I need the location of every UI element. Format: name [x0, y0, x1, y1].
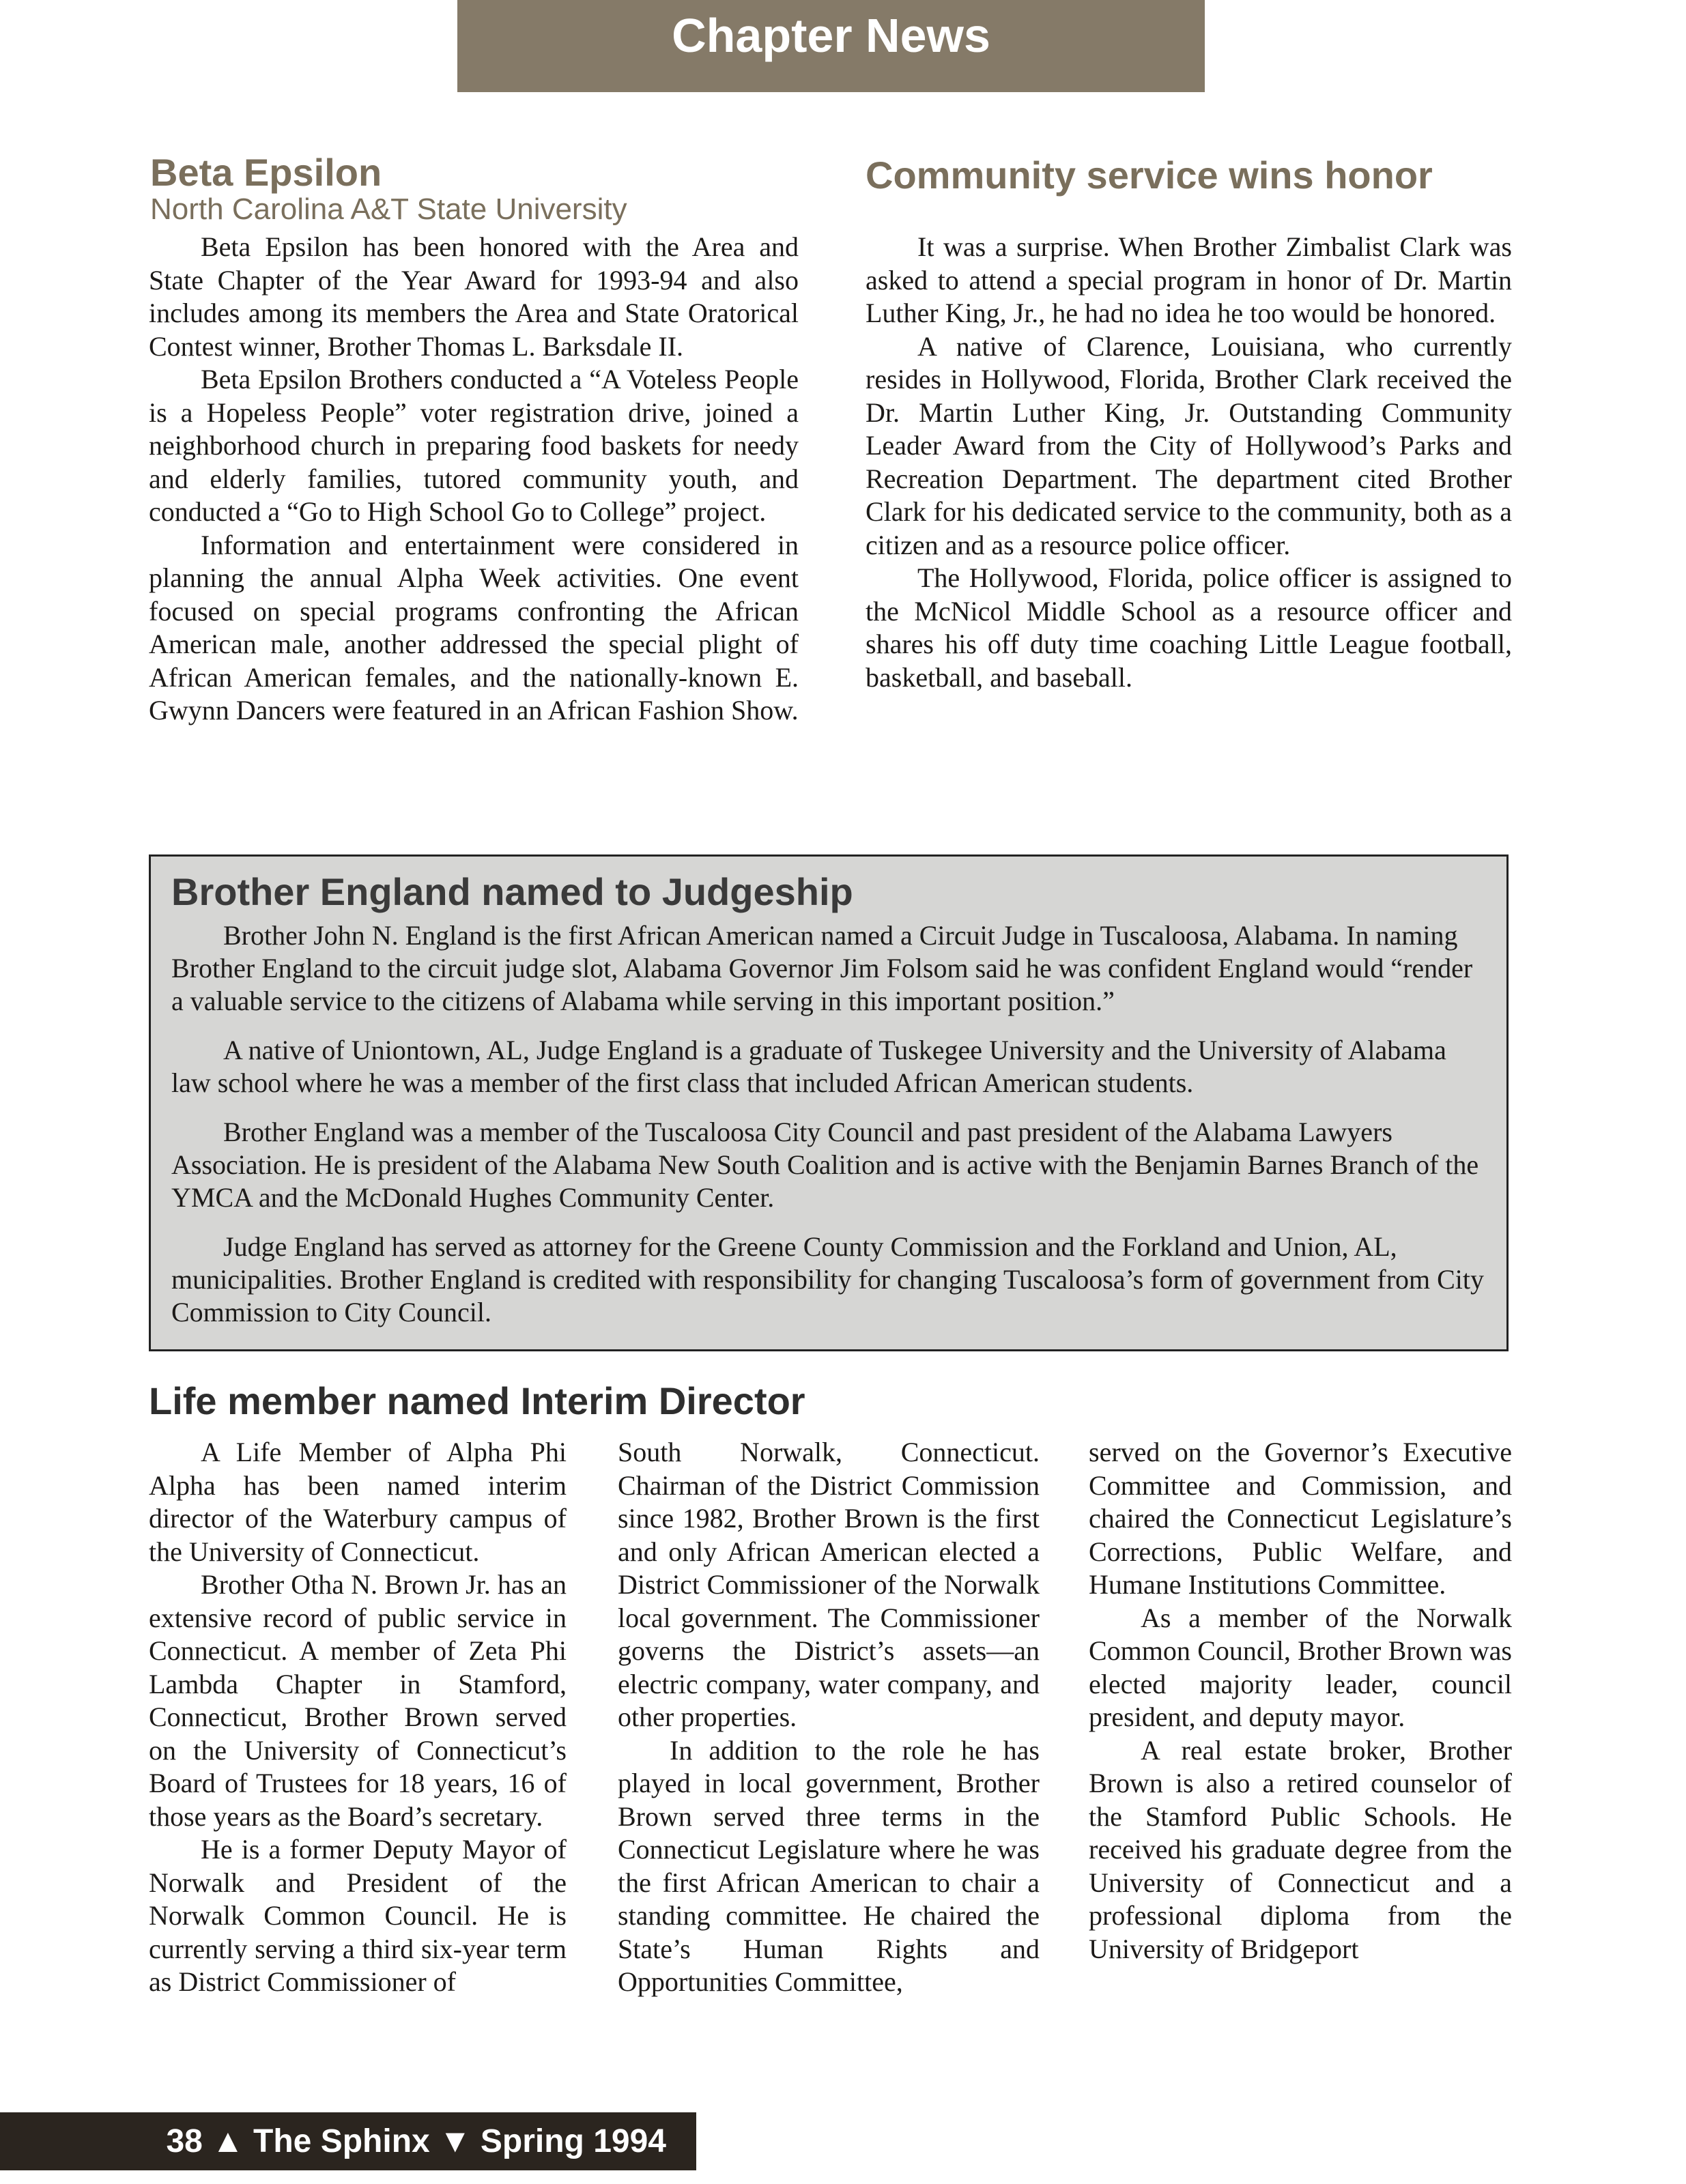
section-banner: Chapter News	[457, 0, 1205, 92]
page-footer: 38 ▲ The Sphinx ▼ Spring 1994	[0, 2112, 696, 2170]
paragraph: Information and entertainment were considered in planning the annual Alpha Week activities. One event focused on special programs confronting the African American male, another addressed the special plight of African American females, and the nationally-known E. Gwynn Dancers were featured in an African Fashion Show.	[149, 529, 799, 725]
paragraph: It was a surprise. When Brother Zimbalist Clark was asked to attend a special program in honor of Dr. Martin Luther King, Jr., he had no idea he too would be honored.	[866, 231, 1512, 328]
england-heading: Brother England named to Judgeship	[171, 870, 853, 913]
england-sidebar-box	[149, 854, 1509, 1351]
life-member-col1	[149, 1436, 567, 1999]
life-member-heading: Life member named Interim Director	[149, 1379, 805, 1422]
community-body	[866, 231, 1512, 694]
beta-epsilon-subtitle: North Carolina A&T State University	[150, 192, 627, 226]
paragraph: He is a former Deputy Mayor of Norwalk and President of the Norwalk Common Council. He is currently serving a third six-year term as District Commissioner of	[149, 1834, 567, 1997]
paragraph: Beta Epsilon Brothers conducted a “A Voteless People is a Hopeless People” voter registration drive, joined a neighborhood church in preparing food baskets for needy and elderly families, tutored community youth, and conducted a “Go to High School Go to College” project.	[149, 364, 799, 527]
paragraph: A native of Uniontown, AL, Judge England is a graduate of Tuskegee University and the University of Alabama law school where he was a member of the first class that included African American students.	[171, 1035, 1446, 1098]
paragraph: served on the Governor’s Executive Committee and Commission, and chaired the Connecticut Legislature’s Corrections, Public Welfare, and Humane Institutions Committee.	[1089, 1437, 1512, 1600]
paragraph: South Norwalk, Connecticut. Chairman of the District Commission since 1982, Brother Brown is the first and only African American elected a District Commissioner of the Norwalk local government. The Commissioner governs the District’s assets—an electric company, water company, and other properties.	[618, 1437, 1040, 1732]
life-member-col3	[1089, 1436, 1512, 1966]
paragraph: In addition to the role he has played in local government, Brother Brown served three terms in the Connecticut Legislature where he was the first African American to chair a standing committee. He chaired the State’s Human Rights and Opportunities Committee,	[618, 1734, 1040, 1997]
paragraph: As a member of the Norwalk Common Council, Brother Brown was elected majority leader, council president, and deputy mayor.	[1089, 1602, 1512, 1732]
community-heading: Community service wins honor	[866, 154, 1433, 197]
paragraph: Brother England was a member of the Tuscaloosa City Council and past president of the Alabama Lawyers Association. He is president of the Alabama New South Coalition and is active with the Benjamin Barnes Branch of the YMCA and the McDonald Hughes Community Center.	[171, 1117, 1479, 1213]
paragraph: Brother Otha N. Brown Jr. has an extensive record of public service in Connecticut. A member of Zeta Phi Lambda Chapter in Stamford, Connecticut, Brother Brown served on the University of Connecticut’s Board of Trustees for 18 years, 16 of those years as the Board’s secretary.	[149, 1569, 567, 1832]
beta-epsilon-heading: Beta Epsilon	[150, 151, 382, 194]
life-member-col2	[618, 1436, 1040, 1999]
paragraph: A real estate broker, Brother Brown is also a retired counselor of the Stamford Public Schools. He received his graduate degree from the University of Connecticut and a professional diploma from the University of Bridgeport	[1089, 1734, 1512, 1964]
paragraph: A native of Clarence, Louisiana, who currently resides in Hollywood, Florida, Brother Clark received the Dr. Martin Luther King, Jr. Outstanding Community Leader Award from the City of Hollywood’s Parks and Recreation Department. The department cited Brother Clark for his dedicated service to the community, both as a citizen and as a resource police officer.	[866, 330, 1512, 560]
paragraph: Brother John N. England is the first African American named a Circuit Judge in Tuscaloosa, Alabama. In naming Brother England to the circuit judge slot, Alabama Governor Jim Folsom said he was confident England would “render a valuable service to the citizens of Alabama while serving in this important position.”	[171, 920, 1473, 1016]
paragraph: A Life Member of Alpha Phi Alpha has been named interim director of the Waterbury campus of the University of Connecticut.	[149, 1437, 567, 1567]
beta-epsilon-body	[149, 231, 799, 728]
paragraph: Beta Epsilon has been honored with the Area and State Chapter of the Year Award for 1993-94 and also includes among its members the Area and State Oratorical Contest winner, Brother Thomas L. Barksdale II.	[149, 231, 799, 362]
paragraph: Judge England has served as attorney for the Greene County Commission and the Forkland and Union, AL, municipalities. Brother England is credited with responsibility for changing Tuscaloosa’s form of government from City Commission to City Council.	[171, 1231, 1485, 1327]
paragraph: The Hollywood, Florida, police officer is assigned to the McNicol Middle School as a resource officer and shares his off duty time coaching Little League football, basketball, and baseball.	[866, 562, 1512, 693]
